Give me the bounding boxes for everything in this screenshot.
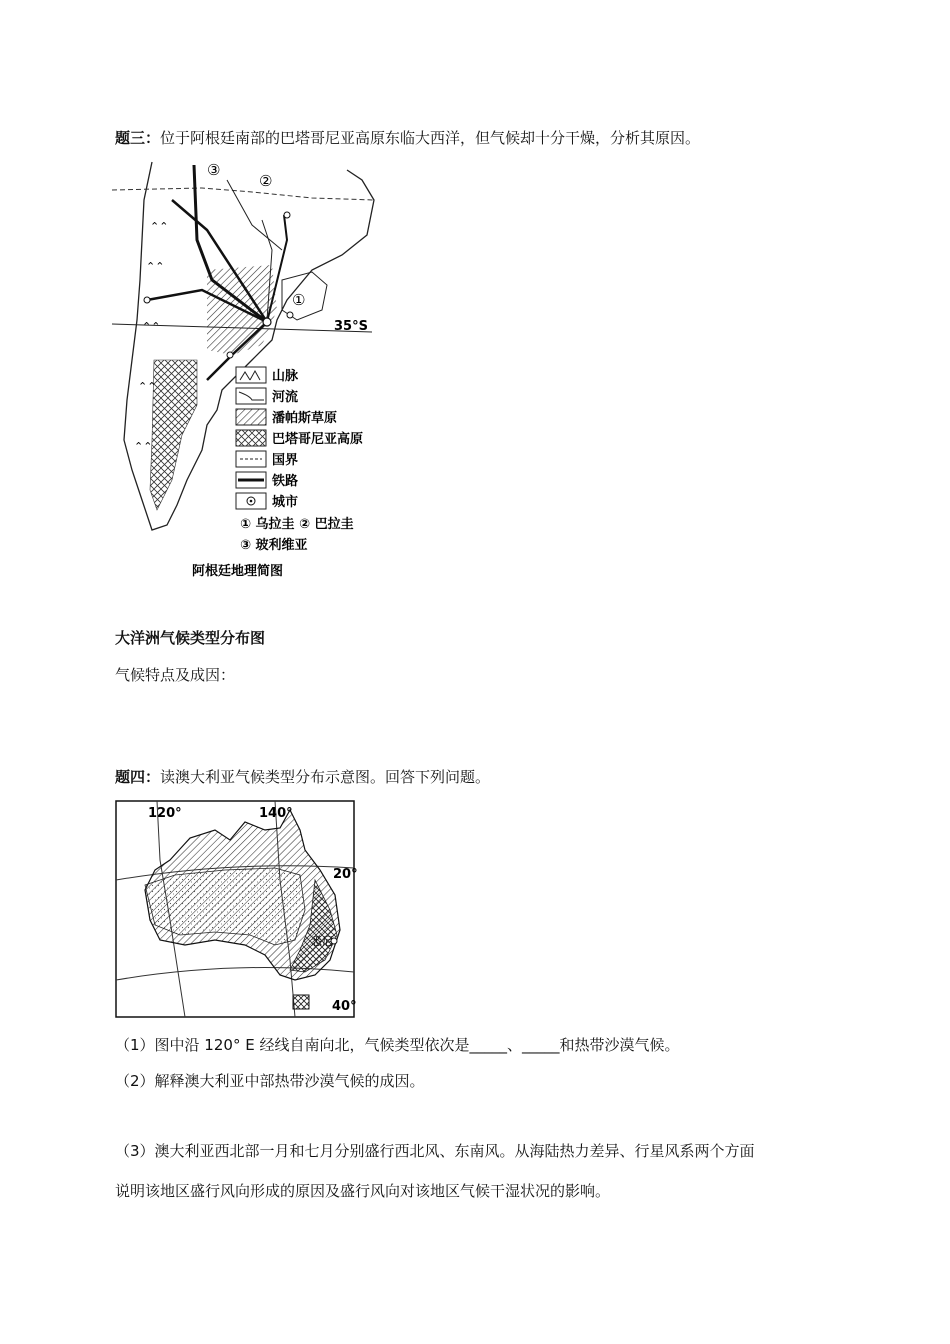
svg-text:巴塔哥尼亚高原: 巴塔哥尼亚高原 [272,432,364,447]
question-4-label: 题四： [115,768,161,786]
sub-question-2: （2）解释澳大利亚中部热带沙漠气候的成因。 [115,1072,425,1090]
city-marker [263,318,271,326]
svg-text:⌃⌃: ⌃⌃ [150,220,169,233]
legend-city-icon [236,493,266,509]
sub-question-3-line-1: （3）澳大利亚西北部一月和七月分别盛行西北风、东南风。从海陆热力差异、行星风系两个方面 [115,1142,755,1160]
legend-cross-hatch-icon [236,430,266,446]
svg-text:⌃⌃: ⌃⌃ [146,260,165,273]
label-2: ② [259,172,273,190]
section-subtitle: 气候特点及成因： [115,666,236,684]
lon-120-label: 120° [148,806,182,821]
lat-40-label: 40° [332,999,357,1014]
svg-text:⌃⌃: ⌃⌃ [138,380,157,393]
legend-note-2: ③ 玻利维亚 [240,538,308,553]
section-title: 大洋洲气候类型分布图 [115,629,266,647]
svg-text:⌃⌃: ⌃⌃ [142,320,161,333]
map-legend [236,367,363,553]
lon-140-label: 140° [259,806,293,821]
city-label: 悉尼 [311,935,333,948]
label-3: ③ [207,161,221,179]
svg-text:城市: 城市 [272,495,299,510]
legend-diagonal-hatch-icon [236,409,266,425]
legend-note-1: ① 乌拉圭 ② 巴拉圭 [240,517,354,532]
question-4-text: 读澳大利亚气候类型分布示意图。回答下列问题。 [160,768,491,786]
svg-text:国界: 国界 [272,453,299,468]
patagonia-region [150,360,197,510]
label-1: ① [292,291,306,309]
legend-river-icon [236,388,266,404]
svg-text:山脉: 山脉 [272,369,299,384]
svg-text:⌃⌃: ⌃⌃ [134,440,153,453]
lat-20-label: 20° [333,867,358,882]
sub-question-3-line-2: 说明该地区盛行风向形成的原因及盛行风向对该地区气候干湿状况的影响。 [115,1182,611,1200]
svg-text:河流: 河流 [272,390,299,405]
question-3-label: 题三： [115,129,161,147]
australia-map [115,800,358,1018]
legend-railway-icon [236,472,266,488]
svg-text:铁路: 铁路 [272,474,299,489]
legend-border-icon [236,451,266,467]
question-3 [115,128,700,148]
question-3-text: 位于阿根廷南部的巴塔哥尼亚高原东临大西洋，但气候却十分干燥，分析其原因。 [160,129,701,147]
legend-mountain-icon [236,367,266,383]
lat-35s-label: 35°S [334,319,368,334]
question-4 [115,767,490,787]
sub-question-1: （1）图中沿 120° E 经线自南向北，气候类型依次是_____、_____和热带沙漠气候。 [115,1036,680,1054]
svg-text:潘帕斯草原: 潘帕斯草原 [272,411,338,426]
argentina-map [112,160,387,580]
map-caption: 阿根廷地理简图 [192,564,284,579]
tasmania [293,995,309,1009]
